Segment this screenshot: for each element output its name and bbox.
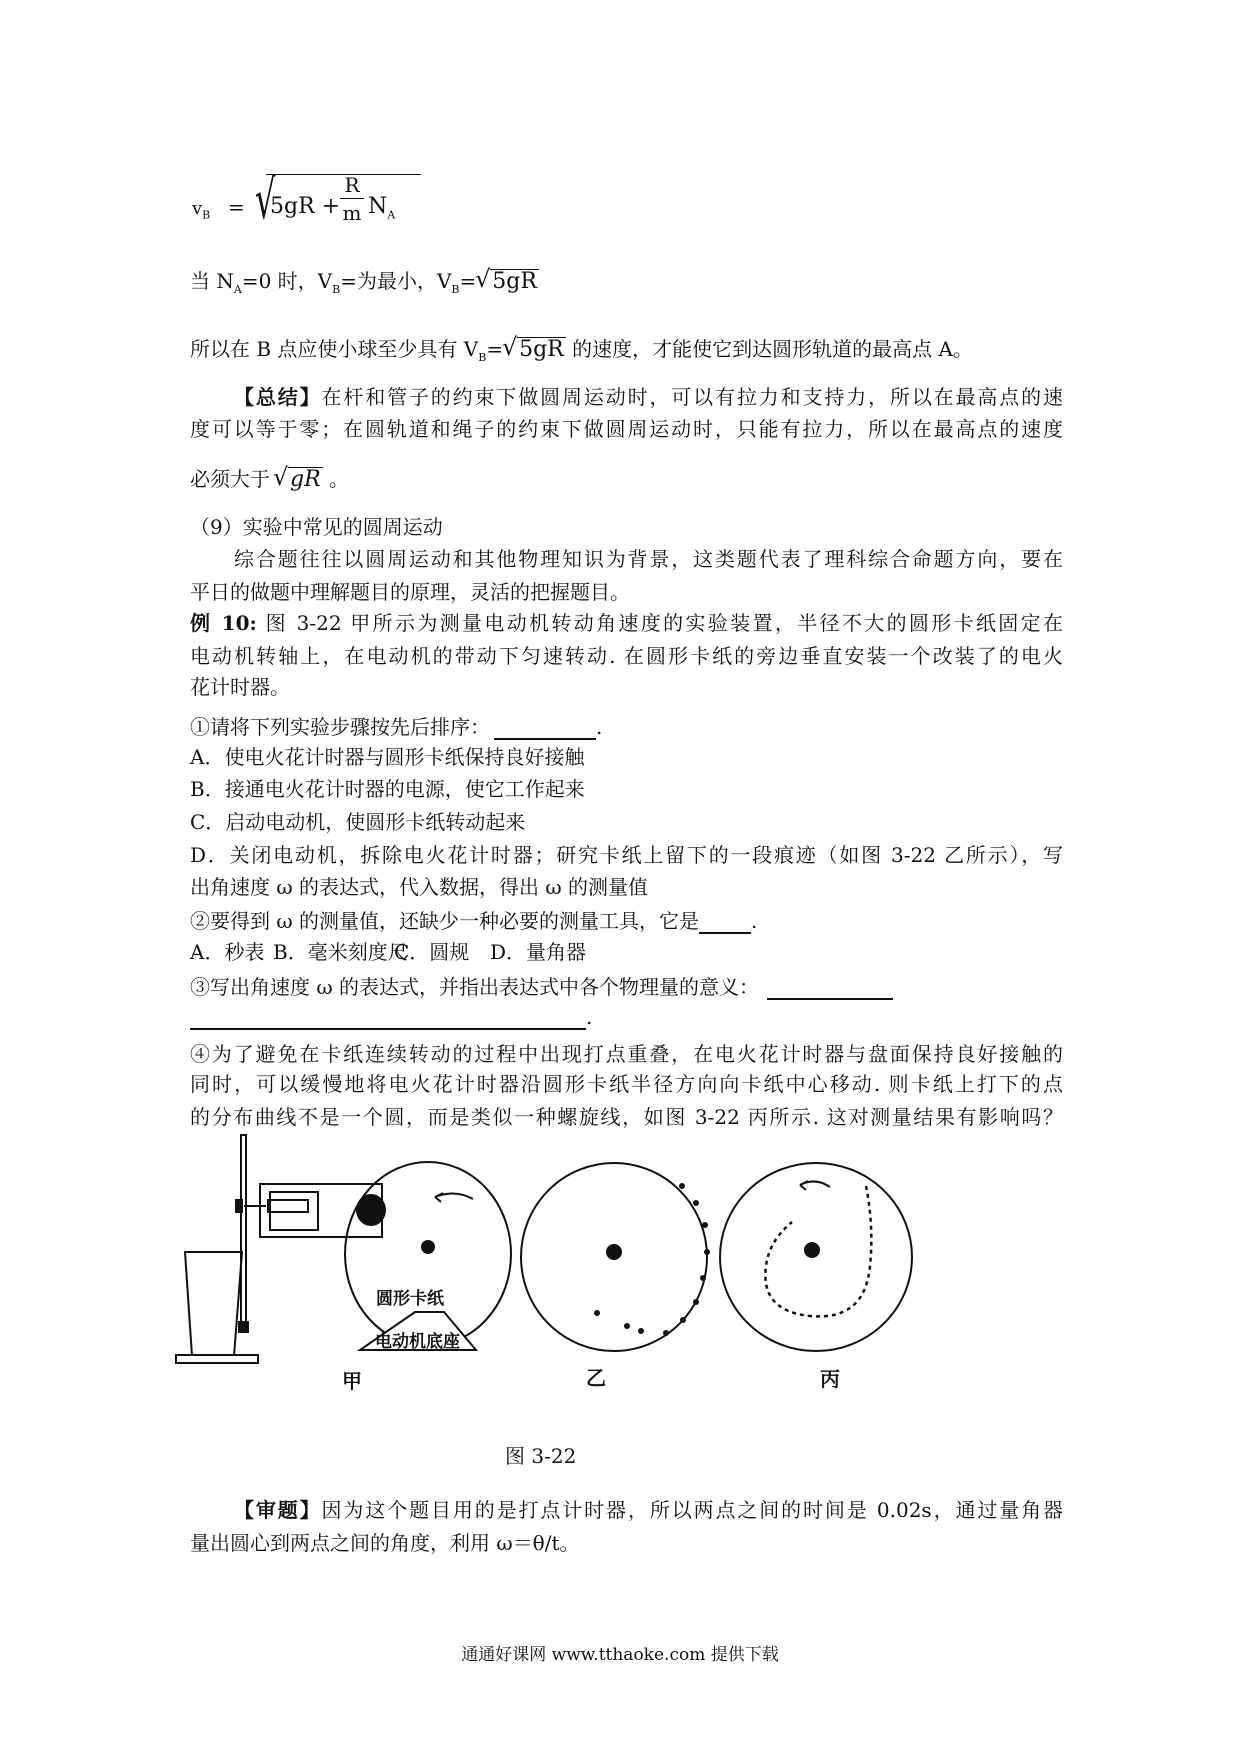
min-speed-line: 当 $N_A=0$ 时，$V_B=$为最小，$V_B=√$ 5gR (190, 268, 539, 303)
example-line-2: 电动机转轴上，在电动机的带动下匀速转动. 在圆形卡纸的旁边垂直安装一个改装了的电火 (190, 644, 1063, 668)
disk-yi (521, 1163, 710, 1351)
document-page: $v_B$ = √ 5gR + R m $N_A$ 当 $N_A=0$ 时，$V_B=$为最小，$V_B=√$ 5gR 所以在 B 点应使小球至少具有 $V_B=√$ 5gR 的速度，才能使它到达圆形轨道的最高点 A。 【总结】在杆和管子的约束下做圆周运动时，可以有拉力和支持力，所以在最高点的速 度可以等于零；在圆轨道和绳子的约束下做圆周运动时，只能有拉力，所以在最高点的速度 必须大于√ gR 。 （9）实验中常见的圆周运动 综合题往往以圆周运动和其他物理知识为背景，这类题代表了理科综合命题方向，要在 平日的做题中理解题目的原理，灵活的把握题目。 例 10: 图 3-22 甲所示为测量电动机转动角速度的实验装置，半径不大的圆形卡纸固定在 电动机转轴上，在电动机的带动下匀速转动. 在圆形卡纸的旁边垂直安装一个改装了的电火 花计时器。 ①请将下列实验步骤按先后排序： . A．使电火花计时器与圆形卡纸保持良好接触 B．接通电火花计时器的电源，使它工作起来 C．启动电动机，使圆形卡纸转动起来 D．关闭电动机，拆除电火花计时器；研究卡纸上留下的一段痕迹（如图 3-22 乙所示），写 出角速度 ω 的表达式，代入数据，得出 ω 的测量值 ②要得到 ω 的测量值，还缺少一种必要的测量工具，它是 . A．秒表 B．毫米刻度尺 C．圆规 D．量角器 ③写出角速度 ω 的表达式，并指出表达式中各个物理量的意义： . ④为了避免在卡纸连续转动的过程中出现打点重叠，在电火花计时器与盘面保持良好接触的 同时，可以缓慢地将电火花计时器沿圆形卡纸半径方向向卡纸中心移动. 则卡纸上打下的点 的分布曲线不是一个圆，而是类似一种螺旋线，如图 3-22 丙所示. 这对测量结果有影响吗？ 圆形卡纸 电动机底座 甲 乙 丙 图 3-22 【审题】因为这个题目用的是打点计时器，所以两点之间的时间是 0.02s，通过量角器 量出圆心到两点之间的角度，利用 ω＝θ/t。 通通好课网 www.tthaoke.com 提供下载 (0, 0, 1240, 1754)
question-1: ①请将下列实验步骤按先后排序： . (190, 715, 603, 739)
review-line-2: 量出圆心到两点之间的角度，利用 ω＝θ/t。 (190, 1531, 580, 1555)
question-4-line-2: 同时，可以缓慢地将电火花计时器沿圆形卡纸半径方向向卡纸中心移动. 则卡纸上打下的点 (190, 1072, 1063, 1096)
page-footer: 通通好课网 www.tthaoke.com 提供下载 (461, 1645, 779, 1665)
disk-bing (720, 1163, 912, 1351)
summary-line-3: 必须大于√ gR 。 (190, 466, 349, 492)
section-heading: （9）实验中常见的圆周运动 (190, 515, 443, 539)
summary-line-2: 度可以等于零；在圆轨道和绳子的约束下做圆周运动时，只能有拉力，所以在最高点的速度 (190, 417, 1063, 441)
example-line-1: 例 10: 图 3-22 甲所示为测量电动机转动角速度的实验装置，半径不大的圆形卡纸固定在 (190, 611, 1063, 635)
question-3-blank-line: . (190, 1004, 592, 1030)
figure-label-jia: 甲 (342, 1369, 362, 1393)
step-c: C．启动电动机，使圆形卡纸转动起来 (190, 810, 526, 834)
step-d: D．关闭电动机，拆除电火花计时器；研究卡纸上留下的一段痕迹（如图 3-22 乙所示），写 (190, 843, 1063, 867)
review-line-1: 【审题】因为这个题目用的是打点计时器，所以两点之间的时间是 0.02s，通过量角器 (234, 1498, 1064, 1522)
step-d-cont: 出角速度 ω 的表达式，代入数据，得出 ω 的测量值 (190, 875, 649, 899)
step-b: B．接通电火花计时器的电源，使它工作起来 (190, 777, 585, 801)
figure-label-bing: 丙 (820, 1367, 840, 1391)
intro-line-2: 平日的做题中理解题目的原理，灵活的把握题目。 (190, 580, 630, 604)
question-2: ②要得到 ω 的测量值，还缺少一种必要的测量工具，它是 . (190, 909, 758, 933)
apparatus-stand (176, 1135, 266, 1363)
example-line-3: 花计时器。 (190, 675, 290, 699)
question-4-line-3: 的分布曲线不是一个圆，而是类似一种螺旋线，如图 3-22 丙所示. 这对测量结果有影响吗？ (190, 1105, 1063, 1129)
step-a: A．使电火花计时器与圆形卡纸保持良好接触 (190, 745, 585, 769)
intro-line-1: 综合题往往以圆周运动和其他物理知识为背景，这类题代表了理科综合命题方向，要在 (234, 547, 1063, 571)
conclusion-line: 所以在 B 点应使小球至少具有 $V_B=√$ 5gR 的速度，才能使它到达圆形轨道的最高点 A。 (190, 336, 973, 371)
question-3: ③写出角速度 ω 的表达式，并指出表达式中各个物理量的意义： (190, 974, 893, 1000)
figure-label-yi: 乙 (586, 1366, 606, 1390)
figure-caption: 图 3-22 (505, 1444, 577, 1468)
summary-line-1: 【总结】在杆和管子的约束下做圆周运动时，可以有拉力和支持力，所以在最高点的速 (234, 385, 1064, 409)
disk-label: 圆形卡纸 (376, 1289, 444, 1309)
disk-jia (345, 1162, 511, 1350)
question-4-line-1: ④为了避免在卡纸连续转动的过程中出现打点重叠，在电火花计时器与盘面保持良好接触的 (190, 1042, 1063, 1066)
motor-base-label: 电动机底座 (375, 1332, 460, 1352)
